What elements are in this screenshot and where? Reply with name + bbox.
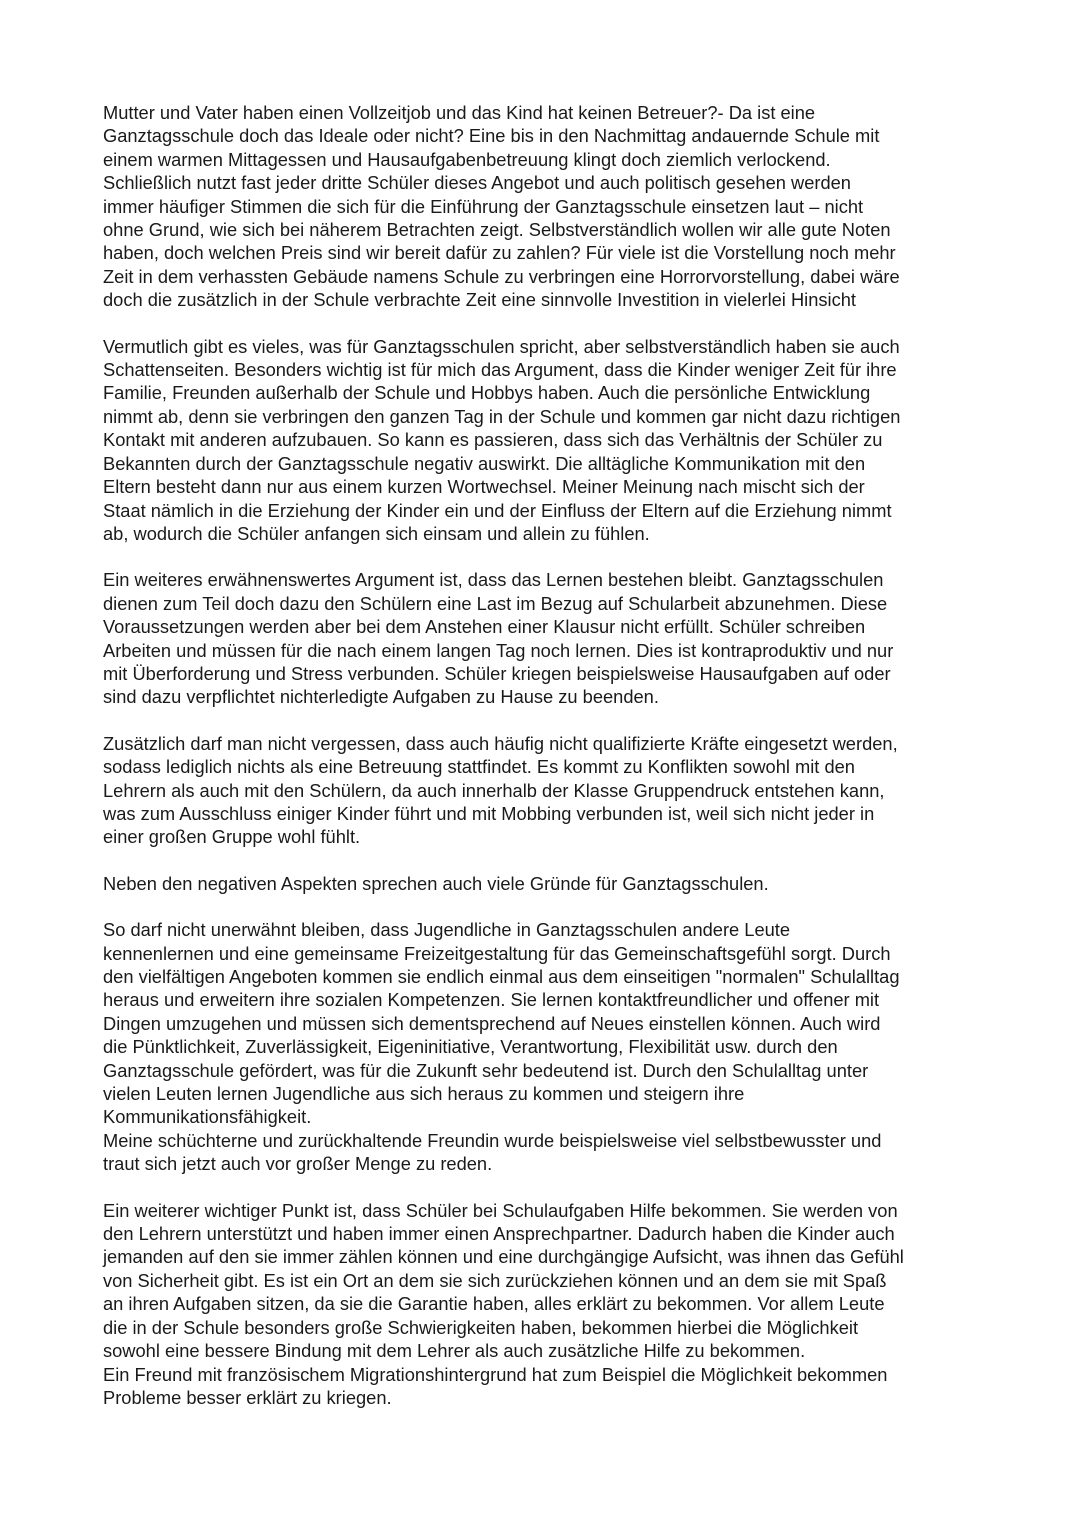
text-line: die Pünktlichkeit, Zuverlässigkeit, Eigeninitiative, Verantwortung, Flexibilität usw. durch den <box>103 1036 838 1058</box>
paragraph <box>103 872 1000 895</box>
text-line: Meine schüchterne und zurückhaltende Freundin wurde beispielsweise viel selbstbewusster und <box>103 1129 882 1151</box>
text-line: dienen zum Teil doch dazu den Schülern eine Last im Bezug auf Schularbeit abzunehmen. Diese <box>103 592 888 614</box>
text-line: Staat nämlich in die Erziehung der Kinder ein und der Einfluss der Eltern auf die Erziehung nimmt <box>103 499 892 521</box>
text-line: doch die zusätzlich in der Schule verbrachte Zeit eine sinnvolle Investition in vielerlei Hinsicht <box>103 289 856 311</box>
text-line: ab, wodurch die Schüler anfangen sich einsam und allein zu fühlen. <box>103 522 650 544</box>
text-line: sind dazu verpflichtet nichterledigte Aufgaben zu Hause zu beenden. <box>103 686 659 708</box>
text-line: sodass lediglich nichts als eine Betreuung stattfindet. Es kommt zu Konflikten sowohl mit den <box>103 756 855 778</box>
text-line: Ein Freund mit französischem Migrationshintergrund hat zum Beispiel die Möglichkeit bekommen <box>103 1363 888 1385</box>
text-line: Voraussetzungen werden aber bei dem Anstehen einer Klausur nicht erfüllt. Schüler schreiben <box>103 616 866 638</box>
text-line: kennenlernen und eine gemeinsame Freizeitgestaltung für das Gemeinschaftsgefühl sorgt. Durch <box>103 942 891 964</box>
text-line: Schließlich nutzt fast jeder dritte Schüler dieses Angebot und auch politisch gesehen werden <box>103 172 851 194</box>
text-line: Probleme besser erklärt zu kriegen. <box>103 1386 392 1408</box>
text-line: an ihren Aufgaben sitzen, da sie die Garantie haben, alles erklärt zu bekommen. Vor allem Leute <box>103 1293 885 1315</box>
text-line: die in der Schule besonders große Schwierigkeiten haben, bekommen hierbei die Möglichkeit <box>103 1316 859 1338</box>
text-line: Mutter und Vater haben einen Vollzeitjob und das Kind hat keinen Betreuer?- Da ist eine <box>103 102 816 123</box>
text-line: Lehrern als auch mit den Schülern, da auch innerhalb der Klasse Gruppendruck entstehen kann, <box>103 779 885 801</box>
text-line: Zusätzlich darf man nicht vergessen, dass auch häufig nicht qualifizierte Kräfte eingesetzt werden, <box>103 732 898 754</box>
text-line: Zeit in dem verhassten Gebäude namens Schule zu verbringen eine Horrorvorstellung, dabei wäre <box>103 265 900 287</box>
text-line: den vielfältigen Angeboten kommen sie endlich einmal aus dem einseitigen "normalen" Schulalltag <box>103 966 900 987</box>
paragraph <box>103 568 1000 708</box>
text-line: Arbeiten und müssen für die nach einem langen Tag noch lernen. Dies ist kontraproduktiv und nur <box>103 639 894 661</box>
text-line: einem warmen Mittagessen und Hausaufgabenbetreuung klingt doch ziemlich verlockend. <box>103 148 831 170</box>
text-line: Schattenseiten. Besonders wichtig ist für mich das Argument, dass die Kinder weniger Zeit für ihre <box>103 359 897 381</box>
text-line: Neben den negativen Aspekten sprechen auch viele Gründe für Ganztagsschulen. <box>103 872 769 894</box>
text-line: Ein weiteres erwähnenswertes Argument ist, dass das Lernen bestehen bleibt. Ganztagsschulen <box>103 569 884 591</box>
text-line: heraus und erweitern ihre sozialen Kompetenzen. Sie lernen kontaktfreundlicher und offener mit <box>103 989 880 1011</box>
text-line: immer häufiger Stimmen die sich für die Einführung der Ganztagsschule einsetzen laut – nicht <box>103 195 864 217</box>
text-line: ohne Grund, wie sich bei näherem Betrachten zeigt. Selbstverständlich wollen wir alle gute Noten <box>103 219 891 241</box>
text-line: Bekannten durch der Ganztagsschule negativ auswirkt. Die alltägliche Kommunikation mit den <box>103 452 866 474</box>
text-line: von Sicherheit gibt. Es ist ein Ort an dem sie sich zurückziehen können und an dem sie mit Spaß <box>103 1269 887 1291</box>
text-line: Vermutlich gibt es vieles, was für Ganztagsschulen spricht, aber selbstverständlich haben sie auch <box>103 335 900 357</box>
text-line: Kommunikationsfähigkeit. <box>103 1106 312 1128</box>
text-line: Familie, Freunden außerhalb der Schule und Hobbys haben. Auch die persönliche Entwicklung <box>103 382 871 404</box>
text-line: Ganztagsschule gefördert, was für die Zukunft sehr bedeutend ist. Durch den Schulalltag unter <box>103 1059 869 1081</box>
text-line: traut sich jetzt auch vor großer Menge zu reden. <box>103 1153 493 1175</box>
text-line: sowohl eine bessere Bindung mit dem Lehrer als auch zusätzliche Hilfe zu bekommen. <box>103 1340 806 1362</box>
text-line: was zum Ausschluss einiger Kinder führt und mit Mobbing verbunden ist, weil sich nicht jeder in <box>103 802 875 824</box>
text-line: haben, doch welchen Preis sind wir bereit dafür zu zahlen? Für viele ist die Vorstellung noch mehr <box>103 242 896 264</box>
text-line: jemanden auf den sie immer zählen können und eine durchgängige Aufsicht, was ihnen das Gefühl <box>103 1246 904 1268</box>
text-line: mit Überforderung und Stress verbunden. Schüler kriegen beispielsweise Hausaufgaben auf oder <box>103 662 891 684</box>
paragraph <box>103 101 1000 312</box>
text-line: Kontakt mit anderen aufzubauen. So kann es passieren, dass sich das Verhältnis der Schüler zu <box>103 429 883 451</box>
text-line: nimmt ab, denn sie verbringen den ganzen Tag in der Schule und kommen gar nicht dazu richtigen <box>103 405 901 427</box>
text-line: vielen Leuten lernen Jugendliche aus sich heraus zu kommen und steigern ihre <box>103 1083 745 1105</box>
text-line: Dingen umzugehen und müssen sich dementsprechend auf Neues einstellen können. Auch wird <box>103 1012 881 1034</box>
text-line: Ganztagsschule doch das Ideale oder nicht? Eine bis in den Nachmittag andauernde Schule mit <box>103 125 880 147</box>
text-line: Eltern besteht dann nur aus einem kurzen Wortwechsel. Meiner Meinung nach mischt sich der <box>103 476 865 498</box>
paragraph <box>103 335 1000 546</box>
paragraph <box>103 732 1000 849</box>
text-line: Ein weiterer wichtiger Punkt ist, dass Schüler bei Schulaufgaben Hilfe bekommen. Sie werden von <box>103 1199 898 1221</box>
text-line: So darf nicht unerwähnt bleiben, dass Jugendliche in Ganztagsschulen andere Leute <box>103 919 791 941</box>
text-line: den Lehrern unterstützt und haben immer einen Ansprechpartner. Dadurch haben die Kinder auch <box>103 1223 895 1245</box>
text-line: einer großen Gruppe wohl fühlt. <box>103 826 361 848</box>
paragraph <box>103 1199 1000 1410</box>
paragraph <box>103 918 1000 1175</box>
